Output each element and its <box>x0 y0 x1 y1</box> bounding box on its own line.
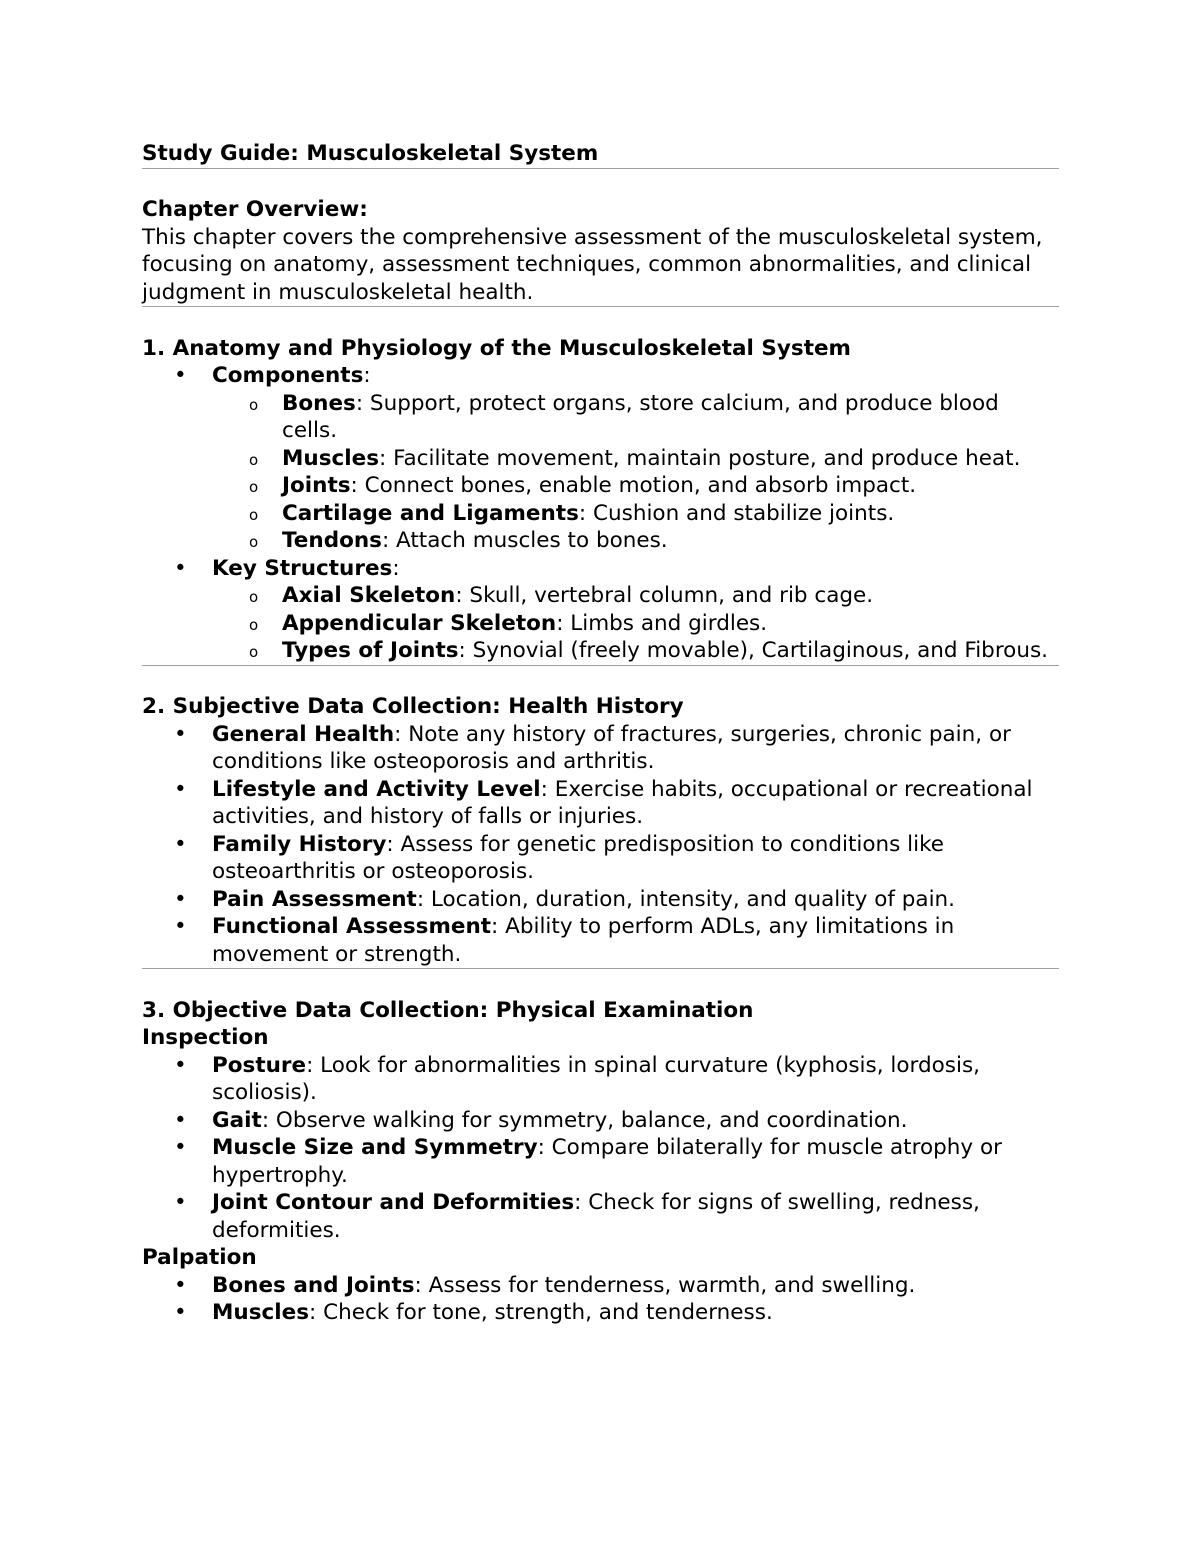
bullet-icon: • <box>174 555 187 581</box>
bullet-icon: • <box>174 914 187 939</box>
list-item <box>142 1189 1059 1244</box>
sub-bullet-icon: o <box>249 643 259 661</box>
item-term: Axial Skeleton <box>282 583 456 608</box>
item-term: Posture <box>212 1052 307 1078</box>
item-desc: : Limbs and girdles. <box>556 610 768 636</box>
bullet-icon: • <box>174 1052 187 1078</box>
item-desc: : Look for abnormalities in spinal curvature (kyphosis, lordosis, scoliosis). <box>212 1052 980 1105</box>
item-desc: : Assess for tenderness, warmth, and swelling. <box>414 1272 916 1298</box>
item-desc: : Exercise habits, occupational or recreational activities, and history of falls or injuries. <box>212 776 1033 829</box>
item-desc: : Facilitate movement, maintain posture, and produce heat. <box>379 445 1021 471</box>
document-page <box>142 140 1059 1327</box>
item-desc: : Synovial (freely movable), Cartilaginous, and Fibrous. <box>458 638 1049 663</box>
item-desc: : Connect bones, enable motion, and absorb impact. <box>350 473 917 498</box>
item-term: Tendons <box>282 528 382 553</box>
list-item <box>142 610 1059 638</box>
list-item <box>142 390 1059 445</box>
components-list <box>212 390 1059 555</box>
palpation-list <box>142 1272 1059 1327</box>
item-term: Muscles <box>212 1300 309 1325</box>
item-desc: : Skull, vertebral column, and rib cage. <box>455 583 874 608</box>
bullet-icon: • <box>174 776 187 802</box>
list-item <box>142 445 1059 473</box>
item-desc: : Check for signs of swelling, redness, deformities. <box>212 1190 980 1243</box>
palpation-heading: Palpation <box>142 1245 257 1270</box>
item-term: General Health <box>212 721 395 747</box>
item-term: Types of Joints <box>282 638 459 663</box>
list-item <box>142 913 1059 968</box>
item-term: Key Structures <box>212 555 393 581</box>
section-2-list <box>142 721 1059 969</box>
item-colon: : <box>392 555 400 581</box>
overview-text: This chapter covers the comprehensive assessment of the musculoskeletal system, focusing on anatomy, assessment techniques, common abnormalities, and clinical judgment in musculoskeletal health. <box>142 224 1043 305</box>
list-item <box>142 831 1059 886</box>
list-item <box>142 1107 1059 1135</box>
bullet-icon: • <box>174 363 187 388</box>
document-title: Study Guide: Musculoskeletal System <box>142 141 599 166</box>
section-2-heading: 2. Subjective Data Collection: Health History <box>142 694 684 719</box>
item-colon: : <box>363 363 371 388</box>
item-term: Bones and Joints <box>212 1272 415 1298</box>
list-item <box>142 637 1059 665</box>
list-item <box>142 582 1059 610</box>
overview-heading: Chapter Overview: <box>142 197 368 222</box>
item-desc: : Observe walking for symmetry, balance, and coordination. <box>261 1107 908 1133</box>
section-1-heading: 1. Anatomy and Physiology of the Musculoskeletal System <box>142 335 851 361</box>
inspection-list <box>142 1052 1059 1245</box>
bullet-icon: • <box>174 886 187 912</box>
list-item <box>142 1134 1059 1189</box>
item-term: Functional Assessment <box>212 914 492 939</box>
list-item <box>142 886 1059 914</box>
list-item <box>142 721 1059 776</box>
bullet-icon: • <box>174 1135 187 1160</box>
item-term: Appendicular Skeleton <box>282 610 557 636</box>
item-desc: : Note any history of fractures, surgeries, chronic pain, or conditions like osteoporosis and arthritis. <box>212 721 1011 774</box>
sub-bullet-icon: o <box>249 505 259 524</box>
item-term: Muscle Size and Symmetry <box>212 1135 538 1160</box>
list-item <box>142 1272 1059 1300</box>
item-term: Gait <box>212 1107 262 1133</box>
item-term: Components <box>212 363 364 388</box>
item-term: Lifestyle and Activity Level <box>212 776 541 802</box>
list-item <box>142 1052 1059 1107</box>
item-term: Bones <box>282 390 356 416</box>
item-desc: : Support, protect organs, store calcium, and produce blood cells. <box>282 390 999 443</box>
list-item <box>142 776 1059 831</box>
bullet-icon: • <box>174 721 187 747</box>
list-item <box>142 500 1059 528</box>
item-desc: : Attach muscles to bones. <box>381 528 668 553</box>
item-desc: : Compare bilaterally for muscle atrophy or hypertrophy. <box>212 1135 1002 1188</box>
inspection-heading: Inspection <box>142 1025 269 1050</box>
list-item <box>142 1299 1059 1327</box>
section-3-heading: 3. Objective Data Collection: Physical Examination <box>142 997 754 1023</box>
bullet-icon: • <box>174 1190 187 1215</box>
sub-bullet-icon: o <box>249 478 259 496</box>
item-desc: : Cushion and stabilize joints. <box>578 500 895 526</box>
item-term: Pain Assessment <box>212 886 417 912</box>
sub-bullet-icon: o <box>249 395 259 414</box>
bullet-icon: • <box>174 831 187 857</box>
section-1-list <box>142 362 1059 665</box>
item-term: Family History <box>212 831 387 857</box>
item-term: Muscles <box>282 445 379 471</box>
sub-bullet-icon: o <box>249 450 259 469</box>
item-term: Joints <box>282 473 351 498</box>
item-desc: : Check for tone, strength, and tenderness. <box>309 1300 773 1325</box>
item-term: Joint Contour and Deformities <box>212 1190 575 1215</box>
list-item <box>142 362 1059 555</box>
sub-bullet-icon: o <box>249 533 259 551</box>
bullet-icon: • <box>174 1300 187 1325</box>
bullet-icon: • <box>174 1272 187 1298</box>
sub-bullet-icon: o <box>249 588 259 606</box>
item-desc: : Assess for genetic predisposition to conditions like osteoarthritis or osteoporosis. <box>212 831 945 884</box>
sub-bullet-icon: o <box>249 615 259 634</box>
item-desc: : Location, duration, intensity, and quality of pain. <box>416 886 956 912</box>
bullet-icon: • <box>174 1107 187 1133</box>
item-term: Cartilage and Ligaments <box>282 500 579 526</box>
list-item <box>142 527 1059 555</box>
list-item <box>142 555 1059 665</box>
structures-list <box>212 582 1059 665</box>
list-item <box>142 472 1059 500</box>
item-desc: : Ability to perform ADLs, any limitations in movement or strength. <box>212 914 955 967</box>
